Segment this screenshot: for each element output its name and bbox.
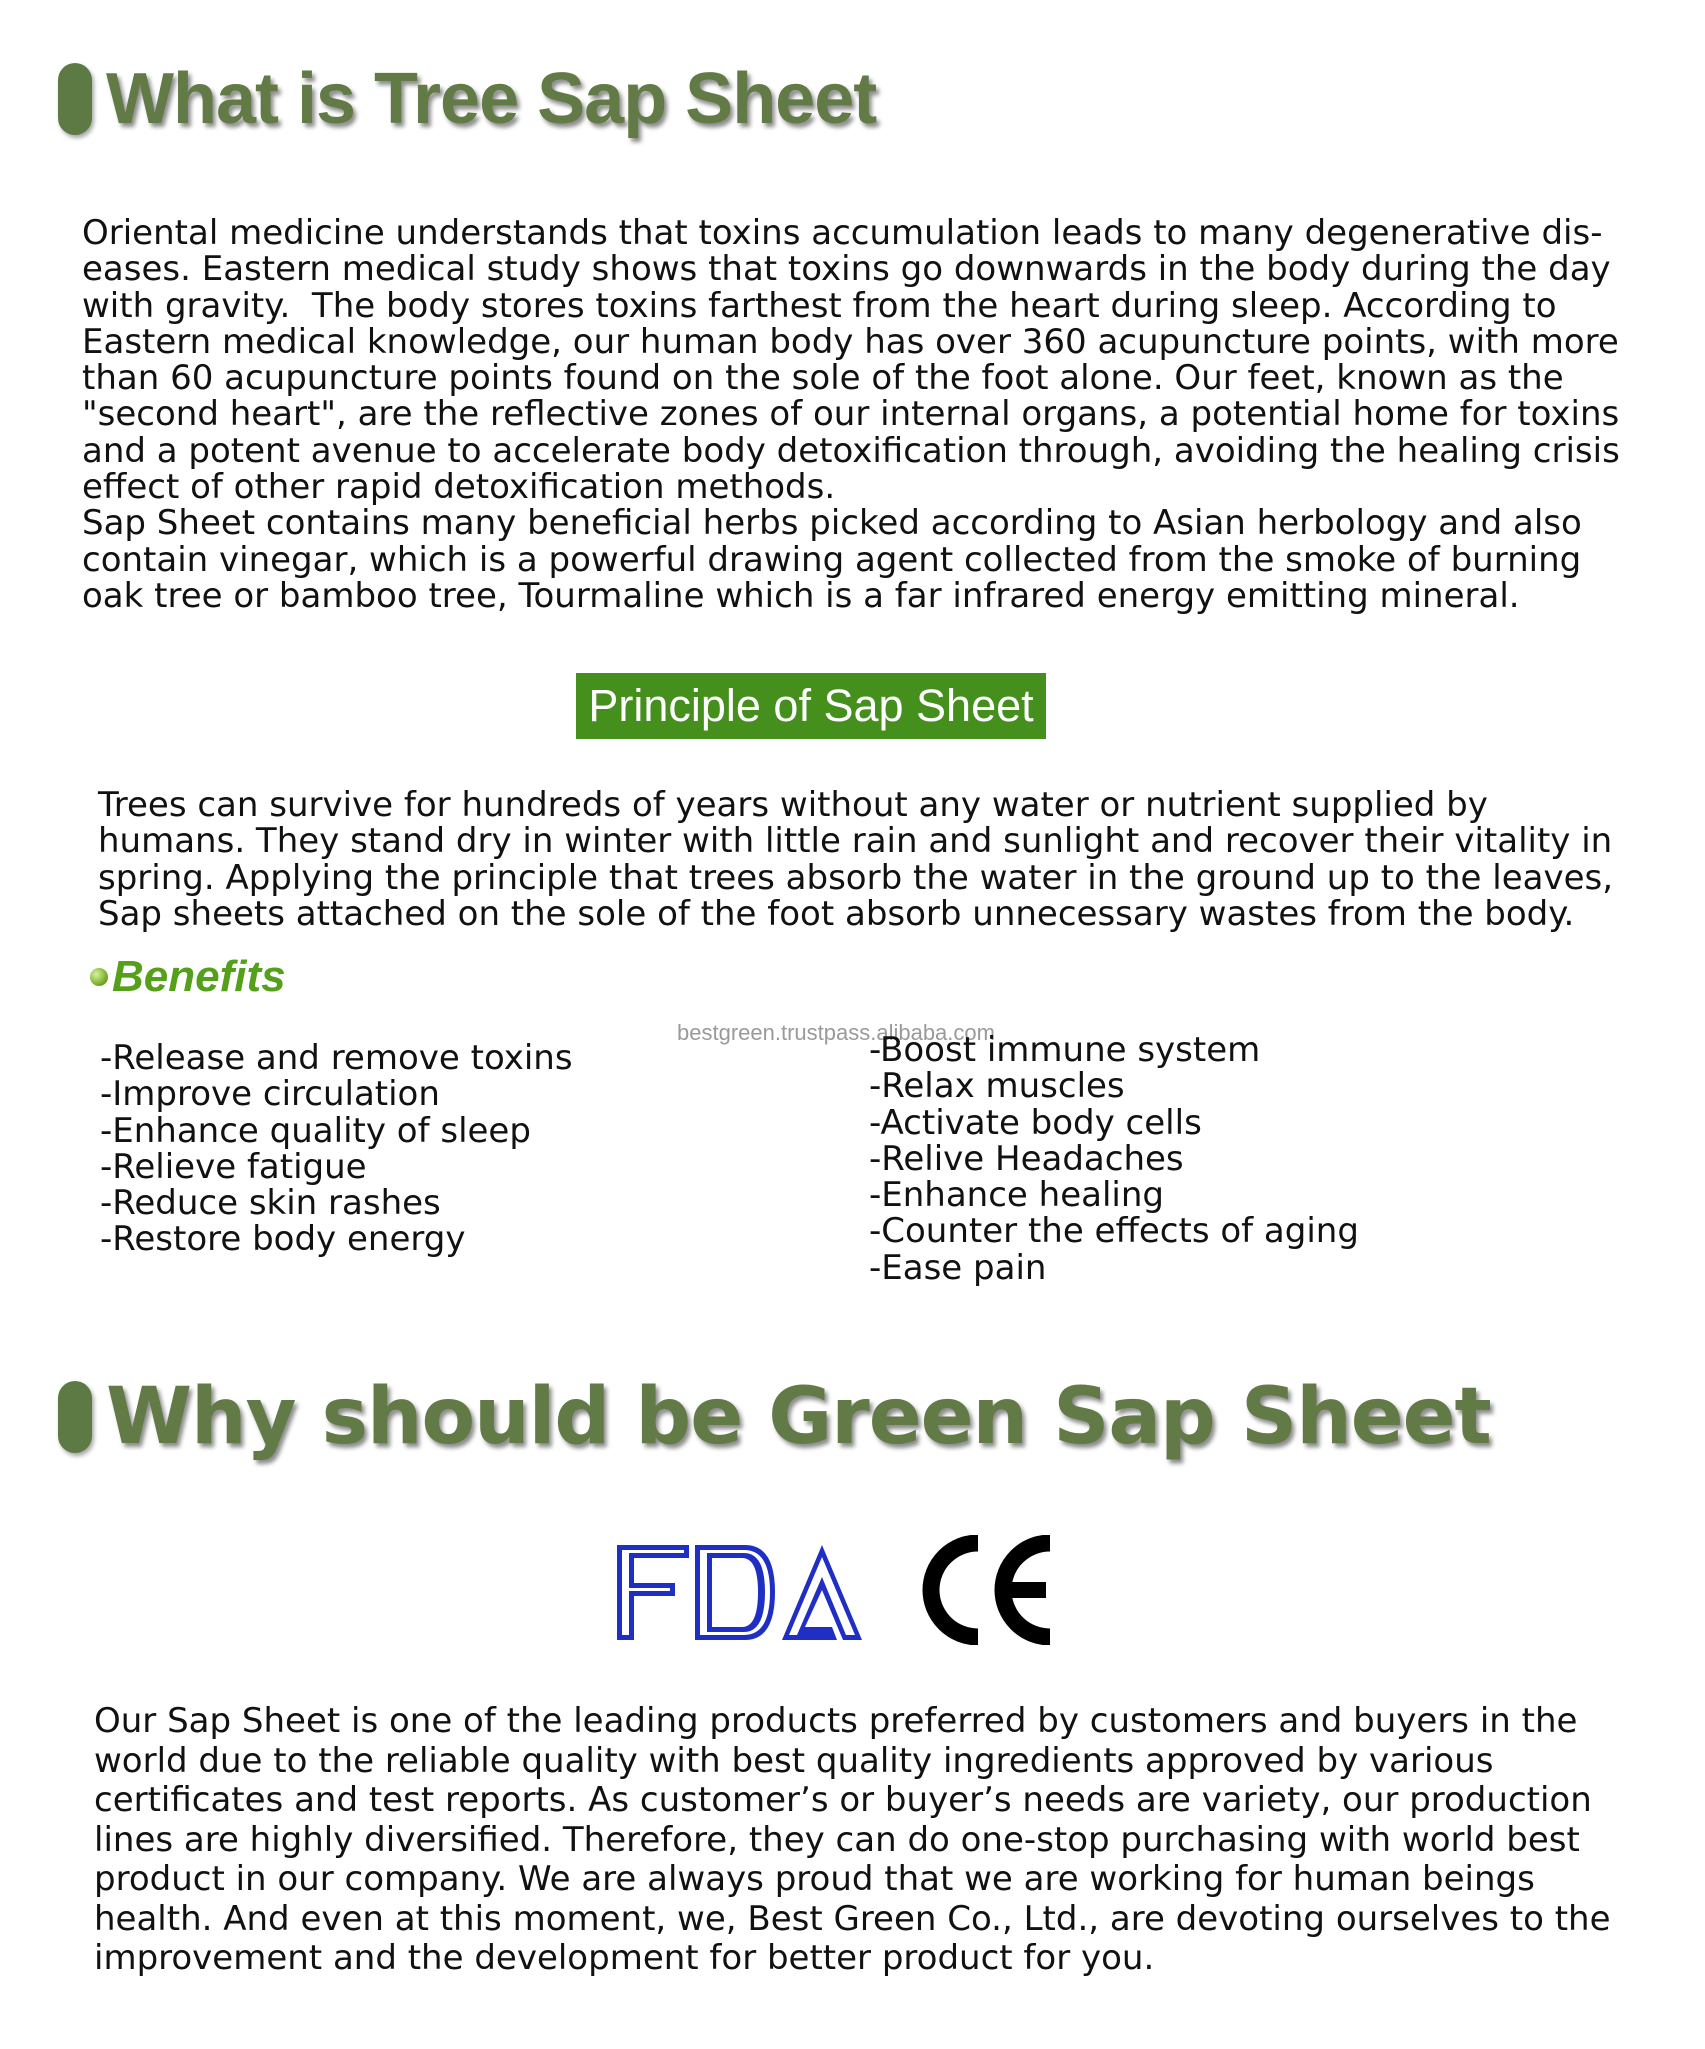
fda-logo-icon — [617, 1545, 862, 1640]
list-item: -Activate body cells — [869, 1102, 1202, 1143]
list-item: -Counter the effects of aging — [869, 1211, 1359, 1252]
heading-pill-icon — [58, 1381, 92, 1453]
watermark: bestgreen.trustpass.alibaba.com — [677, 1020, 995, 1045]
bullet-dot-icon — [90, 968, 108, 986]
list-item: -Relieve fatigue — [100, 1146, 367, 1187]
list-item: -Relax muscles — [869, 1066, 1125, 1107]
list-item: -Reduce skin rashes — [100, 1183, 441, 1224]
ce-mark-icon — [920, 1535, 1060, 1645]
list-item: -Relive Headaches — [869, 1138, 1184, 1179]
benefits-list-left — [100, 1040, 573, 1258]
company-paragraph: Our Sap Sheet is one of the leading products preferred by customers and buyers in the world due to the reliable quality with best quality ingredients approved by various certificates and test reports. As customer’s or buyer’s needs are variety, our production lines are highly diversified. Therefore, they can do one-stop purchasing with world best product in our company. We are always proud that we are working for human beings health. And even at this moment, we, Best Green Co., Ltd., are devoting ourselves to the improvement and the development for better product for you. — [94, 1701, 1611, 1978]
list-item: -Enhance quality of sleep — [100, 1110, 531, 1151]
intro-paragraph: Oriental medicine understands that toxins accumulation leads to many degenerative dis- eases. Eastern medical study shows that toxins go downwards in the body during the day with gravity. The body stores toxins farthest from the heart during sleep. According to Eastern medical knowledge, our human body has over 360 acupuncture points, with more than 60 acupuncture points found on the sole of the foot alone. Our feet, known as the "second heart", are the reflective zones of our internal organs, a potential home for toxins and a potent avenue to accelerate body detoxification through, avoiding the healing crisis effect of other rapid detoxification methods. Sap Sheet contains many beneficial herbs picked according to Asian herbology and also contain vinegar, which is a powerful drawing agent collected from the smoke of burning oak tree or bamboo tree, Tourmaline which is a far infrared energy emitting mineral. — [82, 213, 1620, 616]
list-item: -Release and remove toxins — [100, 1038, 573, 1078]
list-item: -Boost immune system — [869, 1030, 1261, 1070]
benefits-heading — [90, 952, 286, 1002]
list-item: -Restore body energy — [100, 1219, 466, 1260]
list-item: -Improve circulation — [100, 1074, 440, 1115]
section-heading-what-is — [58, 58, 876, 140]
list-item: -Enhance healing — [869, 1175, 1164, 1216]
benefits-list-right — [869, 1032, 1359, 1286]
section-heading-why-green — [58, 1372, 1491, 1462]
principle-title-box — [576, 673, 1046, 739]
heading-pill-icon — [58, 63, 92, 135]
list-item: -Ease pain — [869, 1247, 1047, 1288]
heading-title: What is Tree Sap Sheet — [106, 59, 877, 139]
principle-paragraph: Trees can survive for hundreds of years without any water or nutrient supplied by humans. They stand dry in winter with little rain and sunlight and recover their vitality in spring. Applying the principle that trees absorb the water in the ground up to the leaves, Sap sheets attached on the sole of the foot absorb unnecessary wastes from the body. — [98, 785, 1614, 934]
principle-title: Principle of Sap Sheet — [588, 680, 1034, 731]
benefits-title: Benefits — [112, 952, 286, 1001]
heading-title: Why should be Green Sap Sheet — [106, 1372, 1491, 1462]
